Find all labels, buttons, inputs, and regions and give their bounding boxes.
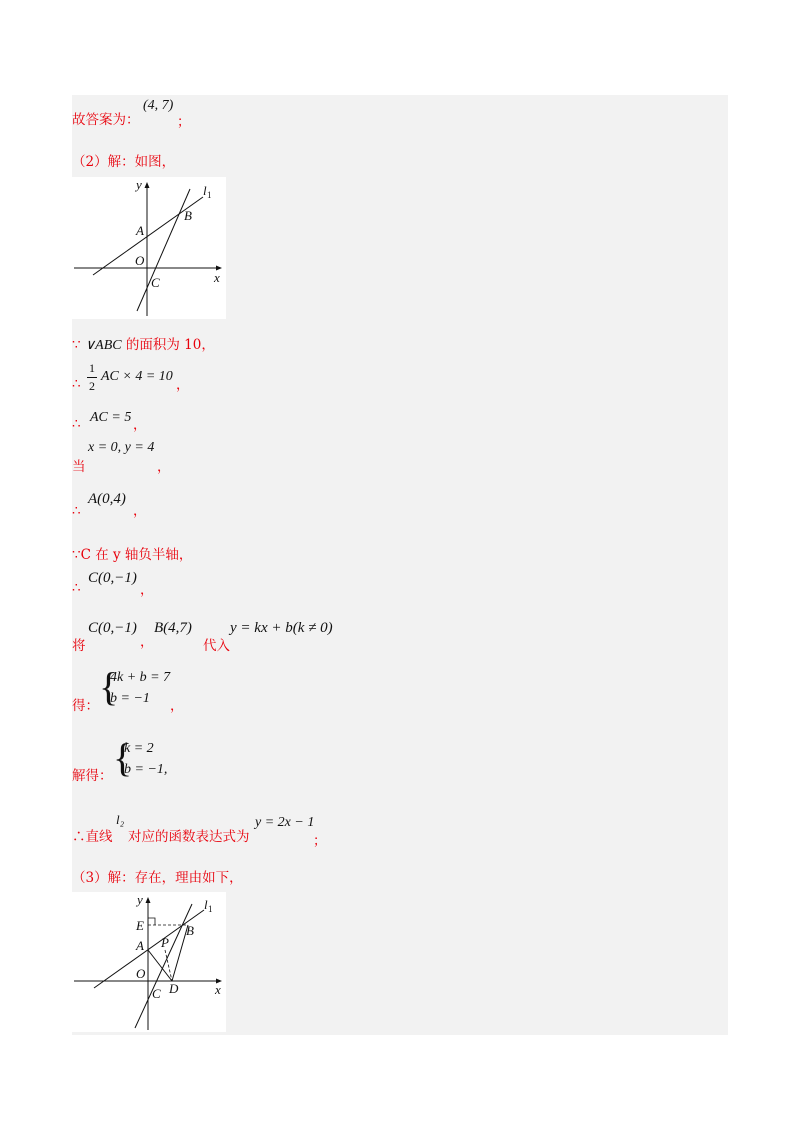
system1-comma: ， — [170, 698, 184, 714]
fig2-right-angle-mark — [148, 918, 155, 925]
fig2-label-p: P — [161, 935, 169, 950]
system2-equation1: k = 2 — [124, 741, 154, 756]
fig1-line-l2 — [137, 189, 190, 311]
area-equation-comma: ， — [176, 377, 190, 393]
line-l2-name: l₂ — [116, 812, 125, 827]
triangle-abc: ∨ABC — [84, 338, 122, 353]
substitute-prefix: 将 — [72, 638, 86, 654]
line-equation: y = 2x − 1 — [255, 815, 315, 830]
c-on-axis-statement: ∵C 在 y 轴负半轴， — [72, 547, 193, 563]
figure1-coordinate-diagram — [72, 177, 226, 319]
therefore-a-symbol: ∴ — [72, 503, 81, 519]
line-expression-mid: 对应的函数表达式为 — [128, 829, 250, 845]
system2-brace: { — [113, 735, 133, 780]
fraction-bar — [87, 377, 97, 378]
part3-heading: （3）解：存在，理由如下， — [72, 870, 243, 886]
substitute-point-c: C(0,−1) — [88, 620, 137, 636]
xy-comma: ， — [157, 459, 171, 475]
fig2-label-x: x — [215, 982, 221, 997]
substitute-separator: ， — [140, 634, 154, 650]
fig1-label-l1: l — [203, 183, 207, 198]
fig1-label-y: y — [136, 177, 142, 192]
area-text: 的面积为 10， — [125, 337, 215, 353]
fig2-label-e: E — [136, 918, 144, 933]
fig1-label-b: B — [184, 208, 192, 223]
answer-line — [72, 108, 140, 128]
answer-suffix: ； — [177, 114, 191, 130]
solve-text: 解得： — [72, 768, 113, 784]
point-c: C(0,−1) — [88, 570, 137, 586]
fraction-denominator: 2 — [89, 379, 95, 393]
fig2-y-arrow — [146, 897, 151, 903]
substitute-point-b: B(4,7) — [154, 620, 192, 636]
substitute-into: 代入 — [203, 638, 230, 654]
answer-math: (4, 7) — [143, 98, 174, 113]
fig1-label-l1-sub: 1 — [207, 190, 212, 200]
got-text: 得： — [72, 698, 99, 714]
substitute-equation: y = kx + b(k ≠ 0) — [230, 620, 333, 636]
area-equation: AC × 4 = 10 — [101, 369, 173, 384]
fig2-label-l1-sub: 1 — [208, 904, 213, 914]
fig2-label-y: y — [137, 892, 143, 907]
point-c-comma: ， — [140, 582, 154, 598]
system1-equation1: 4k + b = 7 — [110, 670, 171, 685]
answer-prefix: 故答案为： — [72, 112, 140, 128]
fig2-label-o: O — [136, 966, 146, 981]
part2-heading: （2）解：如图， — [72, 154, 176, 170]
area-statement — [72, 333, 215, 354]
ac-comma: ， — [133, 417, 147, 433]
system1-brace: { — [99, 664, 119, 709]
figure2-coordinate-diagram — [72, 892, 226, 1032]
fig2-line-l1 — [94, 910, 204, 988]
therefore-ac-symbol: ∴ — [72, 416, 81, 432]
fraction-numerator: 1 — [89, 361, 95, 375]
fig2-label-b: B — [186, 923, 194, 938]
because-symbol: ∵ — [72, 337, 81, 353]
line-expression-prefix: ∴直线 — [72, 829, 113, 845]
fig1-label-x: x — [214, 270, 220, 285]
fig1-label-a: A — [136, 223, 144, 238]
fig2-label-a: A — [136, 938, 144, 953]
system1-equation2: b = −1 — [110, 691, 150, 706]
line-expression-suffix: ； — [313, 833, 327, 849]
ac-equation: AC = 5 — [90, 410, 132, 425]
fig1-label-c: C — [151, 275, 160, 290]
when-text: 当 — [72, 459, 86, 475]
fig2-label-l1: l — [204, 897, 208, 912]
fig1-label-o: O — [135, 253, 145, 268]
point-a: A(0,4) — [88, 491, 126, 507]
fig1-y-arrow — [145, 182, 150, 188]
therefore-c-symbol: ∴ — [72, 580, 81, 596]
system2-equation2: b = −1, — [124, 762, 168, 777]
therefore-area-symbol: ∴ — [72, 376, 81, 392]
xy-condition: x = 0, y = 4 — [88, 440, 155, 455]
fig2-label-d: D — [169, 981, 179, 996]
point-a-comma: ， — [133, 503, 147, 519]
fig2-label-c: C — [152, 986, 161, 1001]
